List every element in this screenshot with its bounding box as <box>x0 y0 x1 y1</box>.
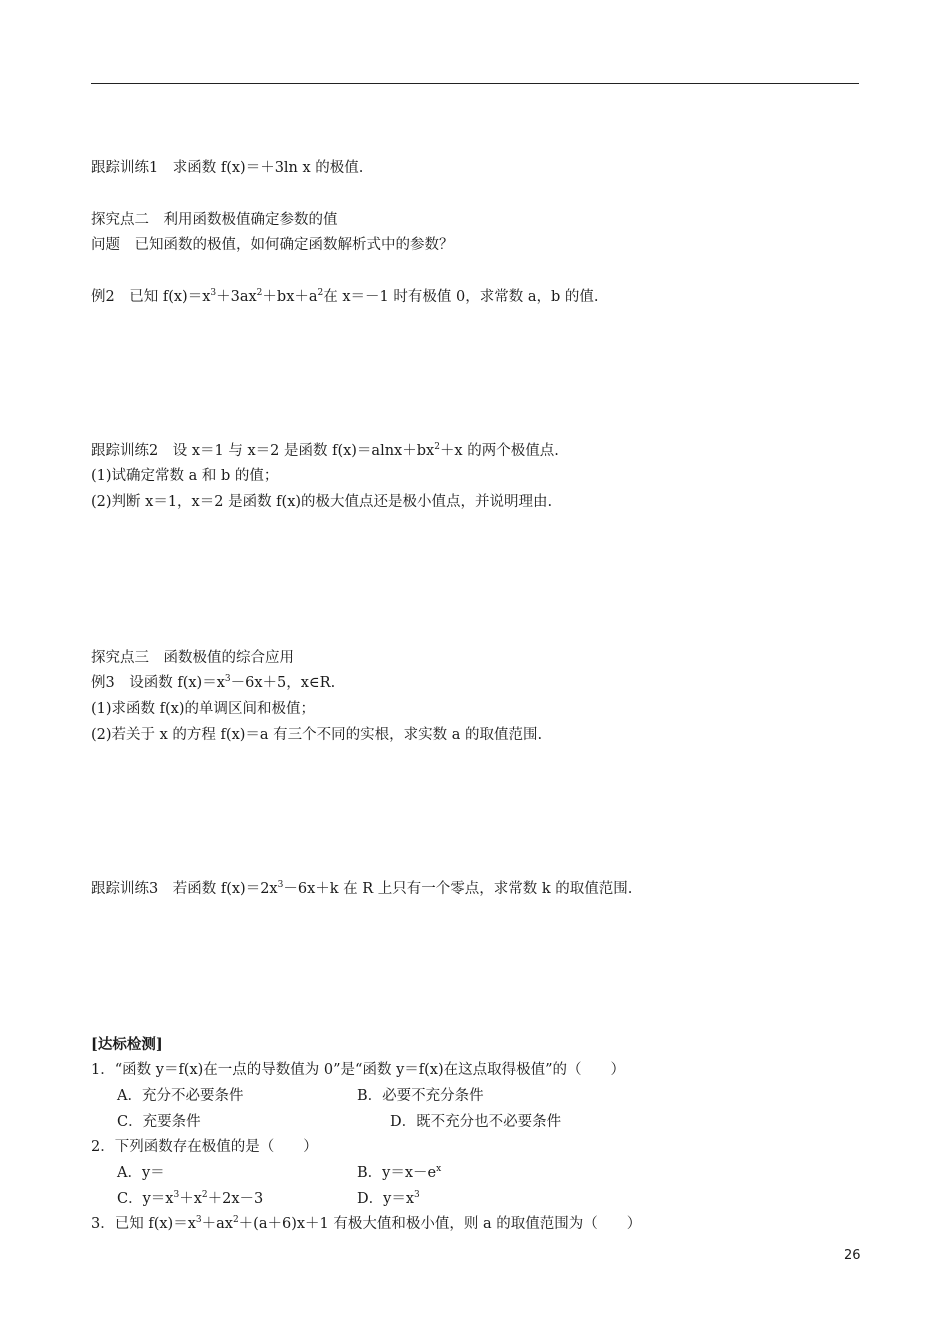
section-2-question: 问题 已知函数的极值，如何确定函数解析式中的参数？ <box>91 237 454 253</box>
check-heading: [达标检测] <box>91 1036 163 1053</box>
check-q1-option-d: D．既不充分也不必要条件 <box>390 1114 562 1130</box>
check-q1-option-c: C．充要条件 <box>117 1114 201 1130</box>
training-2-q2: (2)判断 x＝1，x＝2 是函数 f(x)的极大值点还是极小值点，并说明理由. <box>91 494 553 510</box>
example-3-q1: (1)求函数 f(x)的单调区间和极值； <box>91 701 316 717</box>
example-3-q2: (2)若关于 x 的方程 f(x)＝a 有三个不同的实根，求实数 a 的取值范围. <box>91 727 543 743</box>
section-3-title: 探究点三 函数极值的综合应用 <box>91 650 294 666</box>
check-q2-option-b: B．$y=x-e^x$ <box>357 1164 442 1181</box>
example-3: 例3 设函数 $f(x)=x^3-6x+5$，x∈R. <box>91 674 336 691</box>
check-q3-stem: 3．已知 $f(x)=x^3+ax^2+(a+6)x+1$ 有极大值和极小值，则 a 的取值范围为（ ） <box>91 1215 642 1232</box>
training-3: 跟踪训练3 若函数 $f(x)=2x^3-6x+k$ 在 R 上只有一个零点，求常数 k 的取值范围. <box>91 880 633 897</box>
example-2: 例2 已知 $f(x)=x^3+3ax^2+bx+a^2$在 x＝－1 时有极值 0，求常数 a，b 的值. <box>91 288 599 305</box>
section-2-title: 探究点二 利用函数极值确定参数的值 <box>91 212 338 228</box>
check-q1-option-b: B．必要不充分条件 <box>357 1088 484 1104</box>
check-q1-option-a: A．充分不必要条件 <box>117 1088 244 1104</box>
check-q2-stem: 2．下列函数存在极值的是（ ） <box>91 1139 318 1155</box>
check-q2-option-c: C．$y=x^3+x^2+2x-3$ <box>117 1190 264 1207</box>
page-number: 26 <box>844 1248 861 1263</box>
training-1: 跟踪训练1 求函数 f(x)＝＋3ln x 的极值. <box>91 160 364 176</box>
header-rule <box>91 83 859 84</box>
training-2-q1: (1)试确定常数 a 和 b 的值； <box>91 468 279 484</box>
check-q2-option-a: A．y＝ <box>117 1165 165 1181</box>
check-q1-stem: 1．“函数 y＝f(x)在一点的导数值为 0”是“函数 y＝f(x)在这点取得极值”的（ ） <box>91 1062 626 1078</box>
check-q2-option-d: D．$y=x^3$ <box>357 1190 420 1207</box>
training-2: 跟踪训练2 设 x＝1 与 x＝2 是函数 $f(x)=alnx+bx^2+x$ 的两个极值点. <box>91 442 559 459</box>
